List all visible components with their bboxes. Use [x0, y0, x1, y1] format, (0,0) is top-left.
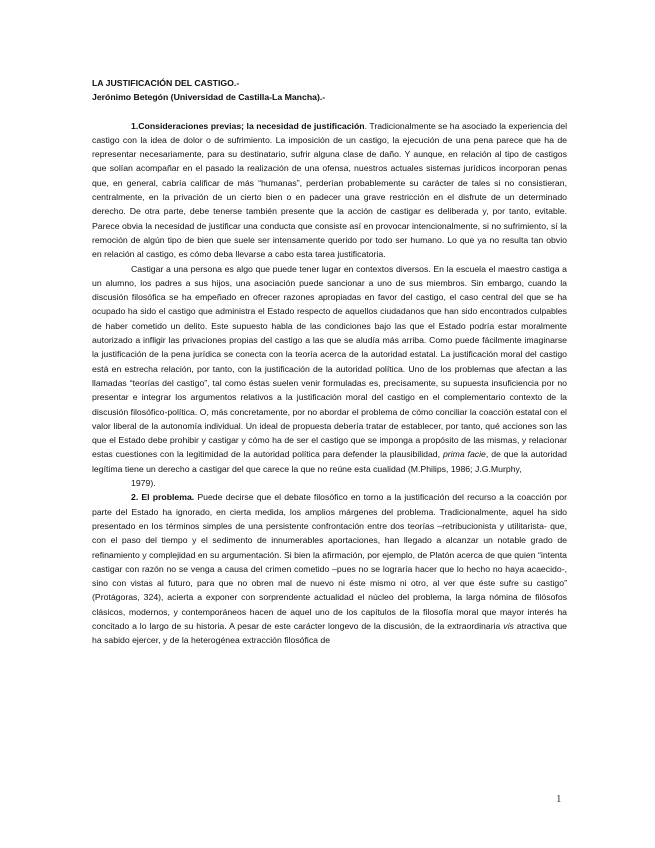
section-1-heading: 1.Consideraciones previas; la necesidad de justificación	[131, 120, 365, 131]
paragraph-3-text-a: Puede decirse que el debate filosófico en torno a la justificación del recurso a la coacción por parte del Estado ha ignorado, en cierta medida, los amplios márgenes del problema. Tradicionalmente, aquel ha sido presentado en los términos simples de una persistente confrontación entre dos teorías –retribucionista y utilitarista- que, con el paso del tiempo y el sedimento de innumerables aportaciones, han llegado a alcanzar un notable grado de refinamiento y complejidad en su argumentación. Si bien la afirmación, por ejemplo, de Platón acerca de que quien “intenta castigar con razón no se venga a causa del crimen cometido –pues no se lograría hacer que lo hecho no haya acaecido-, sino con vistas al futuro, para que no obren mal de nuevo ni éste mismo ni otro, al ver que éste sufre su castigo” (Protágoras, 324), acierta a exponer con sorprendente actualidad el núcleo del problema, la larga nómina de filósofos clásicos, modernos, y contemporáneos hacen de aquel uno de los capítulos de la filosofía moral que mayor interés ha concitado a lo largo de su historia. A pesar de este carácter longevo de la discusión, de la extraordinaria	[92, 492, 568, 631]
paragraph-2-citation-end: 1979).	[131, 478, 156, 489]
paragraph-2-text-a: Castigar a una persona es algo que puede tener lugar en contextos diversos. En la escuela el maestro castiga a un alumno, los padres a sus hijos, una asociación puede sancionar a uno de sus miembros. Sin embargo, cuando la discusión filosófica se ha empeñado en ofrecer razones apropiadas en favor del castigo, el caso central del que se ha ocupado ha sido el castigo que administra el Estado respecto de aquellos ciudadanos que han sido encontrados culpables de haber cometido un delito. Este supuesto habla de las condiciones bajo las que el Estado podría estar moralmente autorizado a infligir las privaciones propias del castigo a las que se aludía más arriba. Como puede fácilmente imaginarse la justificación de la pena jurídica se conecta con la teoría acerca de la autoridad estatal. La justificación moral del castigo está en estrecha relación, por tanto, con la justificación de la autoridad política. Uno de los problemas que afectan a las llamadas “teorías del castigo”, tal como éstas suelen venir formuladas es, precisamente, su supuesta insuficiencia por no presentar e integrar los argumentos relativos a la justificación moral del castigo en el complementario contexto de la discusión filosófico-política. O, más concretamente, por no abordar el problema de cómo conciliar la coacción estatal con el valor liberal de la autonomía individual. Un ideal de propuesta debería tratar de establecer, por tanto, qué acciones son las que el Estado debe prohibir y castigar y cómo ha de ser el castigo que se imponga a propósito de las mismas, y relacionar estas cuestiones con la legitimidad de la autoridad política para defender la plausibilidad,	[92, 263, 567, 460]
paragraph-1	[92, 119, 567, 262]
paragraph-1-text: . Tradicionalmente se ha asociado la experiencia del castigo con la idea de dolor o de sufrimiento. La imposición de un castigo, la ejecución de una pena parece que ha de representar necesariamente, para su destinatario, sufrir alguna clase de daño. Y aunque, en relación al tipo de castigos que solían acompañar en el pasado la realización de una ofensa, nuestros actuales sistemas jurídicos incorporan penas que, en general, cabría calificar de más “humanas”, perderían probablemente su carácter de tales si no consistieran, centralmente, en la privación de un cierto bien o en padecer una grave restricción en el disfrute de un determinado derecho. De otra parte, debe tenerse también presente que la acción de castigar es deliberada y, por tanto, evitable. Parece obvia la necesidad de justificar una conducta que consiste así en provocar intencionalmente, si no sufrimiento, sí la remoción de algún tipo de bien que suele ser intensamente querido por todo ser humano. Lo que ya no resulta tan obvio en relación al castigo, es cómo deba llevarse a cabo esta tarea justificatoria.	[92, 120, 567, 260]
document-author: Jerónimo Betegón (Universidad de Castilla-La Mancha).-	[92, 92, 326, 103]
section-2-heading: 2. El problema.	[131, 492, 195, 503]
document-body	[92, 76, 567, 648]
paragraph-3-text-b: atractiva que ha sabido ejercer, y de la heterogénea extracción filosófica de	[92, 620, 567, 646]
paragraph-2	[92, 262, 567, 476]
document-title: LA JUSTIFICACIÓN DEL CASTIGO.-	[92, 78, 240, 88]
page-number: 1	[556, 793, 562, 805]
paragraph-3	[92, 490, 567, 647]
paragraph-2-italic: prima facie	[442, 449, 486, 460]
paragraph-2-text-b: , de que la autoridad legítima tiene un derecho a castigar del que carece la que no reúne esta cualidad (M.Philips, 1986; J.G.Murphy,	[92, 449, 567, 474]
paragraph-3-italic: vis	[503, 620, 514, 631]
